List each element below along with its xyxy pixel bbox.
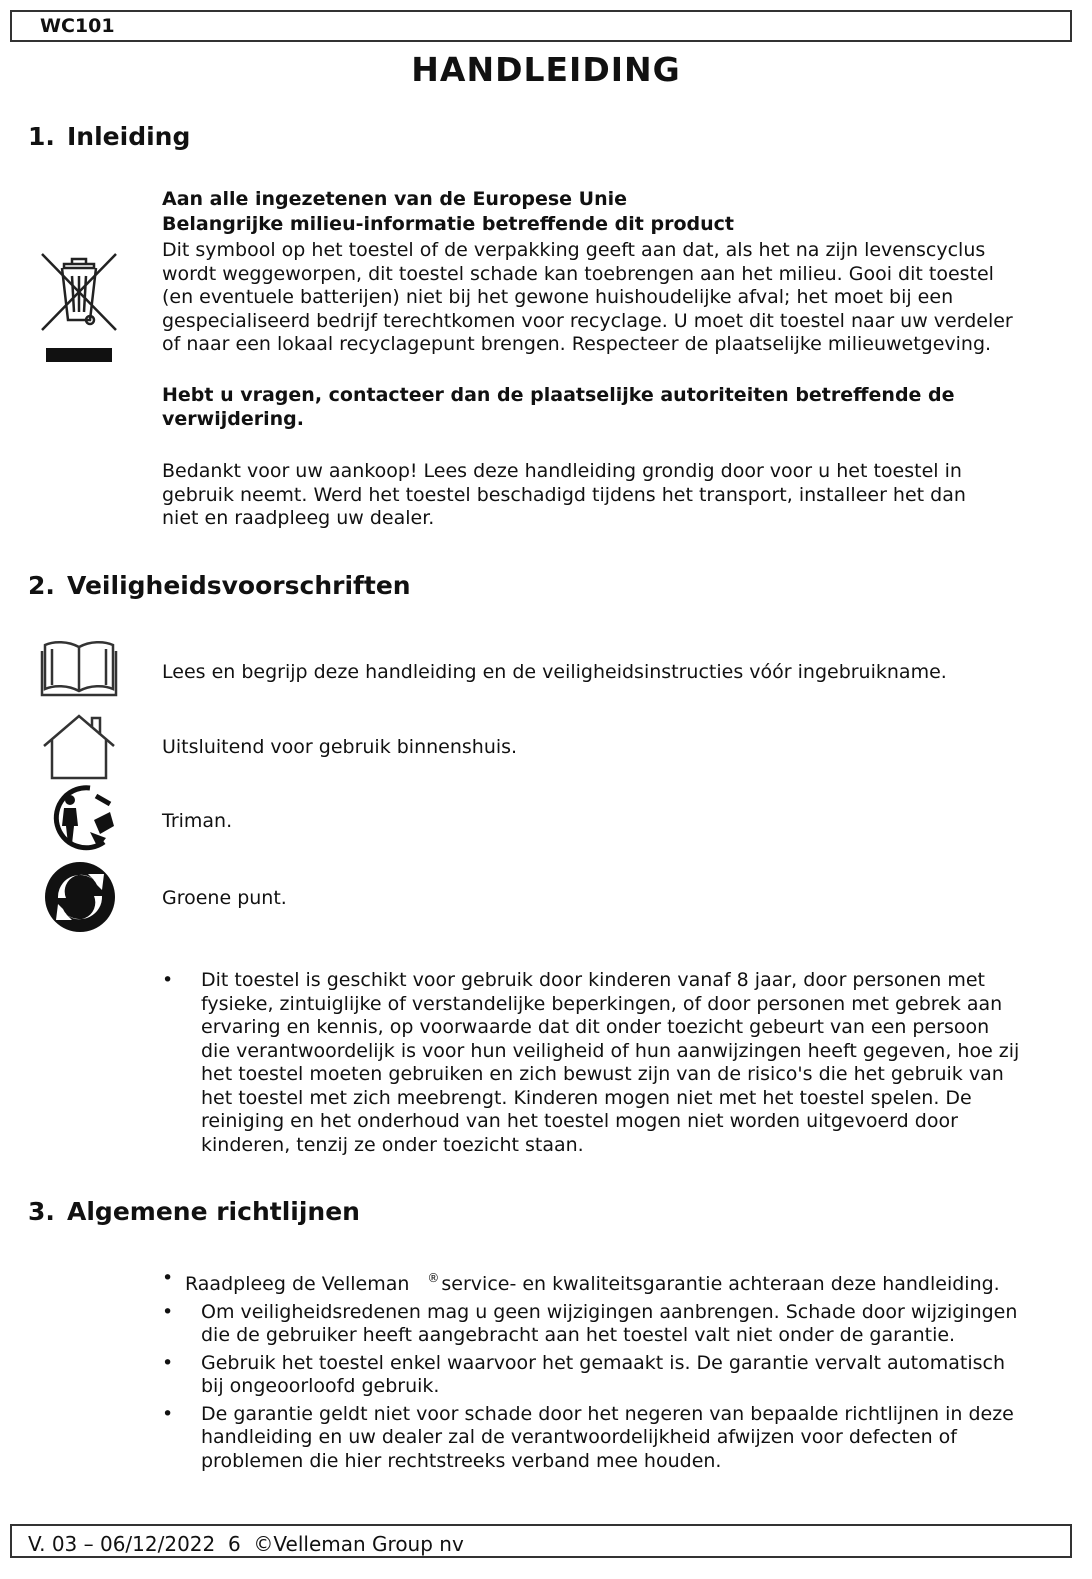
eu-questions: Hebt u vragen, contacteer dan de plaatselijke autoriteiten betreffende de verwijdering.: [162, 384, 955, 430]
eu-line-1: Aan alle ingezetenen van de Europese Unie: [162, 188, 628, 210]
section-2-title: Veiligheidsvoorschriften: [67, 571, 411, 600]
section-1-title: Inleiding: [67, 122, 191, 151]
weee-bin-icon: [38, 248, 120, 366]
safety-text-manual: Lees en begrijp deze handleiding en de veiligheidsinstructies vóór ingebruikname.: [162, 661, 947, 683]
bullet-dot: •: [162, 969, 174, 991]
list-item: • Dit toestel is geschikt voor gebruik door kinderen vanaf 8 jaar, door personen met fysieke, zintuiglijke of verstandelijke beperkingen, of door personen met gebrek aan ervaring en kennis, op voorwaarde dat dit onder toezicht gebeurt van een persoon die verantwoordelijk is voor hun veiligheid of hun aanwijzingen heeft gegeven, hoe zij het toestel moeten gebruiken en zich bewust zijn van de risico's die het gebruik van het toestel met zich meebrengt. Kinderen mogen niet met het toestel spelen. De reiniging en het onderhoud van het toestel mogen niet worden uitgevoerd door kinderen, tenzij ze onder toezicht staan.: [162, 969, 1020, 1156]
bullet-dot: •: [162, 1300, 174, 1323]
list-item: • Raadpleeg de Velleman ® service- en kwaliteitsgarantie achteraan deze handleiding.: [162, 1267, 1000, 1295]
bullet-dot: •: [162, 1402, 174, 1425]
safety-bullet-list: [162, 969, 1022, 1157]
section-2-number: 2.: [28, 571, 55, 600]
safety-text-triman: Triman.: [162, 810, 233, 832]
section-3-title: Algemene richtlijnen: [67, 1197, 360, 1226]
safety-text-indoor: Uitsluitend voor gebruik binnenshuis.: [162, 736, 518, 758]
bullet-dot: •: [162, 1351, 174, 1374]
safety-text-green-dot: Groene punt.: [162, 887, 287, 909]
triman-icon: [40, 782, 120, 854]
bullet-dot: •: [162, 1267, 174, 1289]
section-2-heading: [28, 571, 411, 600]
eu-body: Dit symbool op het toestel of de verpakking geeft aan dat, als het na zijn levenscyclus wordt weggeworpen, dit toestel schade kan toebrengen aan het milieu. Gooi dit toestel (en eventuele batterijen) niet bij het gewone huishoudelijke afval; het moet bij een gespecialiseerd bedrijf terechtkomen voor recyclage. U moet dit toestel naar uw verdeler of naar een lokaal recyclagepunt brengen. Respecteer de plaatselijke milieuwetgeving.: [162, 239, 1013, 355]
section-1-number: 1.: [28, 122, 55, 151]
registered-mark: ®: [427, 1271, 440, 1285]
list-item: • De garantie geldt niet voor schade door het negeren van bepaalde richtlijnen in deze handleiding en uw dealer zal de verantwoordelijkheid afwijzen voor defecten of problemen die hier rechtstreeks verband mee houden.: [162, 1402, 1014, 1472]
green-dot-icon: [42, 860, 118, 934]
list-item: • Om veiligheidsredenen mag u geen wijzigingen aanbrengen. Schade door wijzigingen die de gebruiker heeft aangebracht aan het toestel valt niet onder de garantie.: [162, 1300, 1018, 1346]
section-3-number: 3.: [28, 1197, 55, 1226]
page-title: HANDLEIDING: [411, 50, 681, 89]
header-box: [10, 10, 1072, 42]
thanks-paragraph: Bedankt voor uw aankoop! Lees deze handleiding grondig door voor u het toestel in gebruik neemt. Werd het toestel beschadigd tijdens het transport, installeer het dan niet en raadpleeg uw dealer.: [162, 460, 966, 529]
list-item: • Gebruik het toestel enkel waarvoor het gemaakt is. De garantie vervalt automatisch bij ongeoorloofd gebruik.: [162, 1351, 1005, 1397]
model-label: WC101: [40, 15, 115, 37]
eu-line-2: Belangrijke milieu-informatie betreffende dit product: [162, 213, 734, 235]
footer-box: [10, 1524, 1072, 1558]
house-icon: [40, 712, 118, 780]
footer-text: V. 03 – 06/12/2022 6 ©Velleman Group nv: [28, 1532, 464, 1556]
guidelines-bullet-list: [162, 1267, 1032, 1473]
manual-book-icon: [40, 637, 118, 699]
section-1-heading: [28, 122, 190, 151]
section-3-heading: [28, 1197, 360, 1226]
